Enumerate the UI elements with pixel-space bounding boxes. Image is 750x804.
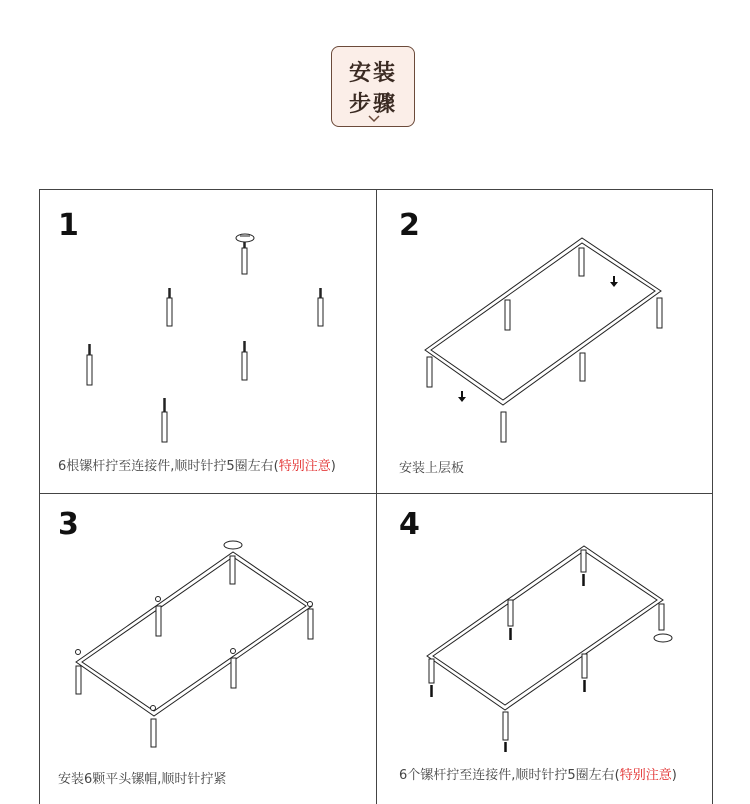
badge-title-line1: 安装 — [348, 60, 397, 86]
step3-caption: 安装6颗平头镙帽,顺时针拧紧 — [58, 772, 227, 787]
step-number-2: 2 — [399, 208, 420, 243]
step-number-3: 3 — [58, 507, 79, 542]
chevron-down-icon — [368, 115, 380, 123]
step-number-4: 4 — [399, 507, 420, 542]
badge-title-line2: 步骤 — [348, 91, 397, 117]
step4-illustration — [377, 494, 713, 764]
step4-caption-text: 6个镙杆拧至连接件,顺时针拧5圈左右( — [399, 768, 620, 783]
step4-caption-suffix: ) — [671, 768, 677, 783]
step1-caption-suffix: ) — [330, 459, 336, 474]
step4-caption-highlight: 特别注意 — [619, 768, 672, 783]
step1-caption-highlight: 特别注意 — [278, 459, 331, 474]
step4-caption — [399, 764, 677, 783]
step1-illustration — [40, 190, 376, 460]
section-title-badge — [331, 46, 415, 127]
step2-illustration — [377, 190, 713, 490]
step3-illustration — [40, 494, 376, 764]
step1-caption-text: 6根镙杆拧至连接件,顺时针拧5圈左右( — [58, 459, 279, 474]
step-number-1: 1 — [58, 208, 79, 243]
step2-caption: 安装上层板 — [399, 461, 465, 476]
step1-caption — [58, 455, 336, 474]
